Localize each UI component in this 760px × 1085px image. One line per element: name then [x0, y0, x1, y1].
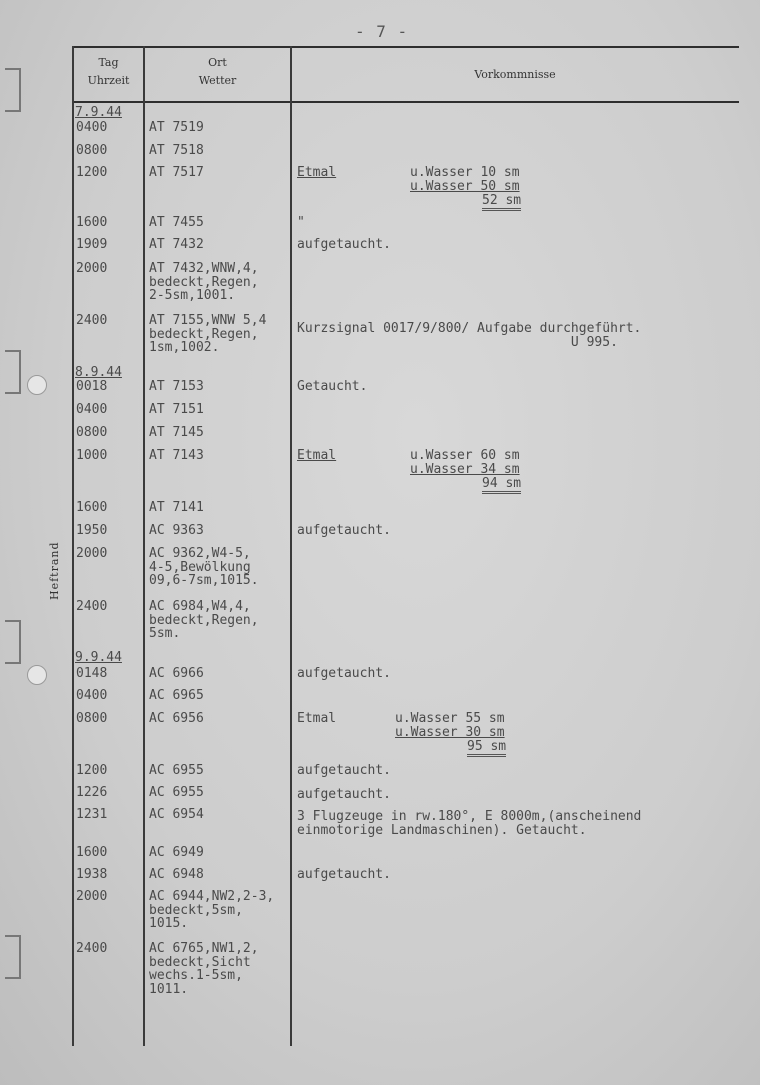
entry-time: 2000 — [76, 546, 108, 561]
entry-place: AT 7153 — [149, 379, 204, 394]
binder-clip — [5, 68, 21, 112]
entry-place: AC 6765,NW1,2, bedeckt,Sicht wechs.1-5sm, 1011. — [149, 941, 259, 997]
entry-place: AC 6944,NW2,2-3, bedeckt,5sm, 1015. — [149, 889, 275, 931]
entry-time: 1200 — [76, 763, 108, 778]
margin-label: Heftrand — [48, 541, 61, 600]
header-events: Vorkommnisse — [474, 68, 556, 81]
etmal-total: 94 sm — [482, 477, 521, 494]
entry-time: 1231 — [76, 807, 108, 822]
entry-time: 1938 — [76, 867, 108, 882]
etmal-total: 52 sm — [482, 194, 521, 211]
entry-time: 1600 — [76, 500, 108, 515]
entry-event: Getaucht. — [297, 379, 368, 394]
entry-place: AC 6966 — [149, 666, 204, 681]
entry-place: AC 6954 — [149, 807, 204, 822]
entry-time: 1600 — [76, 845, 108, 860]
entry-time: 0018 — [76, 379, 108, 394]
entry-time: 0148 — [76, 666, 108, 681]
entry-time: 1909 — [76, 237, 108, 252]
entry-time: 2400 — [76, 313, 108, 328]
binder-clip — [5, 935, 21, 979]
etmal-line: u.Wasser 30 sm — [395, 725, 505, 740]
entry-place: AT 7432,WNW,4, bedeckt,Regen, 2-5sm,1001. — [149, 261, 259, 303]
date-heading: 7.9.44 — [75, 105, 122, 120]
entry-time: 2400 — [76, 941, 108, 956]
etmal-line: u.Wasser 50 sm — [410, 179, 520, 194]
punch-hole — [27, 375, 47, 395]
entry-place: AT 7151 — [149, 402, 204, 417]
header-place: Ort Wetter — [198, 56, 237, 87]
date-heading: 8.9.44 — [75, 365, 122, 380]
entry-time: 1950 — [76, 523, 108, 538]
entry-place: AC 6949 — [149, 845, 204, 860]
entry-place: AT 7432 — [149, 237, 204, 252]
entry-place: AC 6955 — [149, 785, 204, 800]
etmal-label: Etmal — [297, 711, 337, 726]
entry-place: AC 6956 — [149, 711, 204, 726]
header-rule — [73, 101, 739, 103]
entry-time: 0400 — [76, 402, 108, 417]
entry-place: AT 7518 — [149, 143, 204, 158]
entry-place: AT 7519 — [149, 120, 204, 135]
entry-place: AT 7517 — [149, 165, 204, 180]
entry-place: AC 6965 — [149, 688, 204, 703]
entry-event: aufgetaucht. — [297, 867, 391, 882]
entry-place: AC 9363 — [149, 523, 204, 538]
etmal-line: u.Wasser 55 sm — [395, 711, 505, 726]
entry-place: AC 6984,W4,4, bedeckt,Regen, 5sm. — [149, 599, 259, 641]
entry-time: 2000 — [76, 889, 108, 904]
entry-place: AT 7141 — [149, 500, 204, 515]
place-column-rule — [290, 46, 292, 1046]
entry-event: 3 Flugzeuge in rw.180°, E 8000m,(anscheinend einmotorige Landmaschinen). Getaucht. — [297, 809, 642, 838]
entry-event: aufgetaucht. — [297, 523, 391, 538]
date-heading: 9.9.44 — [75, 650, 122, 665]
entry-time: 2400 — [76, 599, 108, 614]
table-top-rule — [73, 46, 739, 48]
punch-hole — [27, 665, 47, 685]
etmal-line: u.Wasser 34 sm — [410, 462, 520, 477]
entry-time: 1600 — [76, 215, 108, 230]
entry-time: 0400 — [76, 120, 108, 135]
etmal-line: u.Wasser 10 sm — [410, 165, 520, 180]
entry-event: aufgetaucht. — [297, 666, 391, 681]
etmal-total: 95 sm — [467, 740, 506, 757]
entry-time: 0800 — [76, 143, 108, 158]
binder-clip — [5, 350, 21, 394]
entry-time: 1000 — [76, 448, 108, 463]
entry-time: 1200 — [76, 165, 108, 180]
header-time: Tag Uhrzeit — [87, 56, 130, 87]
entry-time: 0800 — [76, 425, 108, 440]
entry-event: Kurzsignal 0017/9/800/ Aufgabe durchgeführt. U 995. — [297, 321, 642, 350]
entry-time: 1226 — [76, 785, 108, 800]
entry-place: AT 7143 — [149, 448, 204, 463]
entry-event: " — [297, 215, 305, 230]
entry-time: 0800 — [76, 711, 108, 726]
etmal-label: Etmal — [297, 448, 337, 463]
entry-event: aufgetaucht. — [297, 763, 391, 778]
left-column-rule — [72, 46, 74, 1046]
entry-event: aufgetaucht. — [297, 787, 391, 802]
etmal-line: u.Wasser 60 sm — [410, 448, 520, 463]
entry-time: 0400 — [76, 688, 108, 703]
entry-place: AC 6955 — [149, 763, 204, 778]
entry-event: aufgetaucht. — [297, 237, 391, 252]
entry-place: AC 6948 — [149, 867, 204, 882]
entry-place: AT 7455 — [149, 215, 204, 230]
entry-place: AT 7145 — [149, 425, 204, 440]
etmal-label: Etmal — [297, 165, 337, 180]
time-column-rule — [143, 46, 145, 1046]
entry-place: AT 7155,WNW 5,4 bedeckt,Regen, 1sm,1002. — [149, 313, 267, 355]
entry-place: AC 9362,W4-5, 4-5,Bewölkung 09,6-7sm,1015. — [149, 546, 259, 588]
page-number: - 7 - — [355, 22, 409, 41]
binder-clip — [5, 620, 21, 664]
entry-time: 2000 — [76, 261, 108, 276]
